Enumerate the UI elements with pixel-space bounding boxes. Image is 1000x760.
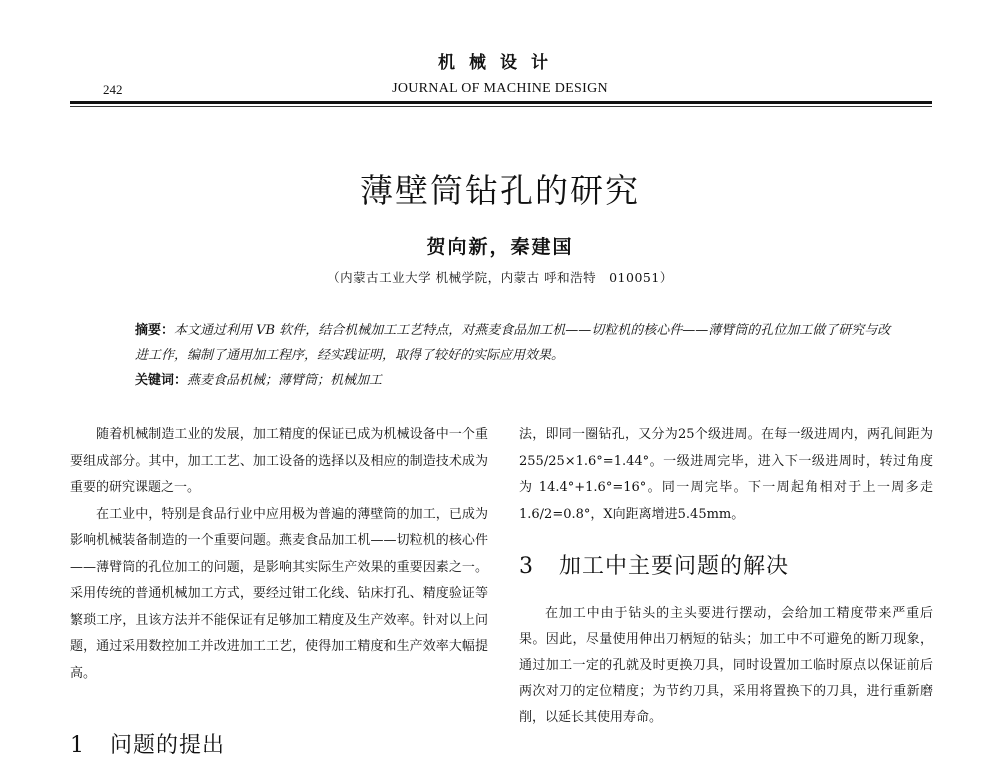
keywords-text: 燕麦食品机械；薄臂筒；机械加工 bbox=[187, 373, 383, 388]
authors: 贺向新，秦建国 bbox=[426, 236, 574, 258]
affiliation: （内蒙古工业大学 机械学院，内蒙古 呼和浩特 010051） bbox=[327, 270, 673, 285]
body-paragraph: 随着机械制造工业的发展，加工精度的保证已成为机械设备中一个重要组成部分。其中，加工工艺、加工设备的选择以及相应的制造技术成为重要的研究课题之一。 bbox=[70, 427, 488, 495]
section-1-number: 1 bbox=[70, 733, 85, 758]
body-paragraph: 在加工中由于钻头的主头要进行摆动，会给加工精度带来严重后果。因此，尽量使用伸出刀柄短的钻头；加工中不可避免的断刀现象，通过加工一定的孔就及时更换刀具，同时设置加工临时原点以保证前后两次对刀的定位精度；为节约刀具，采用将置换下的刀具，进行重新磨削，以延长其使用寿命。 bbox=[519, 606, 933, 725]
keywords-label: 关键词： bbox=[135, 373, 188, 388]
page-number: 242 bbox=[103, 82, 123, 97]
body-paragraph: 在工业中，特别是食品行业中应用极为普遍的薄壁筒的加工，已成为影响机械装备制造的一个重要问题。燕麦食品加工机——切粒机的核心件——薄臂筒的孔位加工的问题，是影响其实际生产效果的重要因素之一。采用传统的普通机械加工方式，要经过钳工化线、钻床打孔、精度验证等繁琐工序，且该方法并不能保证有足够加工精度及生产效率。针对以上问题，通过采用数控加工并改进加工工艺，使得加工精度和生产效率大幅提高。 bbox=[70, 506, 488, 681]
header-rule-thick bbox=[70, 101, 932, 104]
journal-title-cn: 机械设计 bbox=[438, 53, 562, 73]
section-1-title: 问题的提出 bbox=[110, 733, 226, 758]
abstract-label: 摘要： bbox=[135, 323, 175, 338]
keywords bbox=[103, 368, 903, 393]
section-3-heading bbox=[519, 549, 789, 580]
header-rule-thin bbox=[70, 106, 932, 107]
abstract-block bbox=[103, 318, 903, 393]
body-paragraph: 法，即同一圈钻孔，又分为25个级进周。在每一级进周内，两孔间距为 255/25×1.6°=1.44°。一级进周完毕，进入下一级进周时，转过角度为 14.4°+1.6°=16°。同一周完毕。下一周起角相对于上一周多走 1.6/2=0.8°，X向距离增进5.45mm。 bbox=[519, 427, 933, 522]
section-3-number: 3 bbox=[519, 554, 534, 579]
section-3-title: 加工中主要问题的解决 bbox=[559, 554, 790, 579]
journal-title-en: JOURNAL OF MACHINE DESIGN bbox=[392, 81, 608, 96]
abstract-text: 本文通过利用 VB 软件，结合机械加工工艺特点，对燕麦食品加工机——切粒机的核心件——薄臂筒的孔位加工做了研究与改进工作，编制了通用加工程序，经实践证明，取得了较好的实际应用效果。 bbox=[135, 323, 891, 363]
article-title: 薄壁筒钻孔的研究 bbox=[360, 171, 640, 210]
right-column bbox=[519, 422, 933, 528]
left-column bbox=[70, 422, 488, 687]
right-column-2 bbox=[519, 601, 933, 731]
section-1-heading bbox=[70, 728, 225, 759]
abstract bbox=[103, 318, 903, 368]
